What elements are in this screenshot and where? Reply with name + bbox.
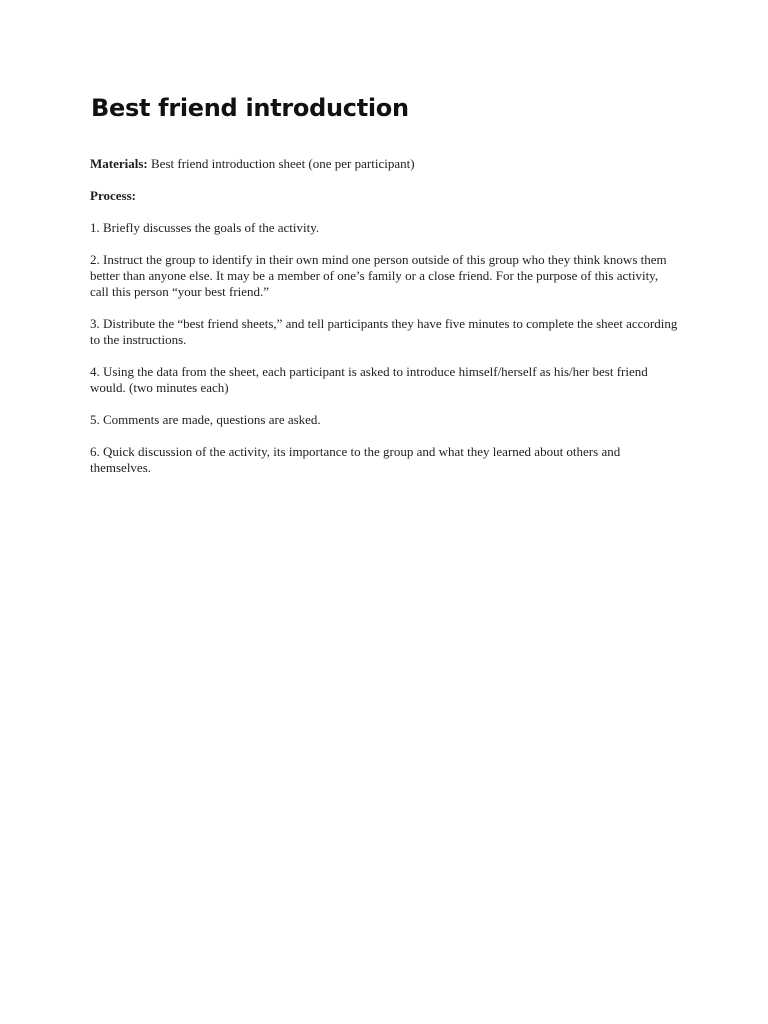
document-body (90, 156, 680, 492)
process-heading (90, 188, 680, 204)
step-4: 4. Using the data from the sheet, each participant is asked to introduce himself/herself as his/her best friend would. (two minutes each) (90, 364, 648, 395)
materials-line (90, 156, 680, 172)
step-6: 6. Quick discussion of the activity, its importance to the group and what they learned about others and themselves. (90, 444, 621, 475)
step-1: 1. Briefly discusses the goals of the activity. (90, 220, 320, 235)
step-3: 3. Distribute the “best friend sheets,” and tell participants they have five minutes to complete the sheet according to the instructions. (90, 316, 678, 347)
step-5: 5. Comments are made, questions are asked. (90, 412, 321, 427)
process-label: Process: (90, 188, 136, 203)
materials-text: Best friend introduction sheet (one per participant) (151, 156, 415, 171)
step-2: 2. Instruct the group to identify in their own mind one person outside of this group who they think knows them better than anyone else. It may be a member of one’s family or a close friend. For the purpose of this activity, call this person “your best friend.” (90, 252, 667, 299)
document-title: Best friend introduction (91, 94, 409, 122)
materials-label: Materials: (90, 156, 148, 171)
